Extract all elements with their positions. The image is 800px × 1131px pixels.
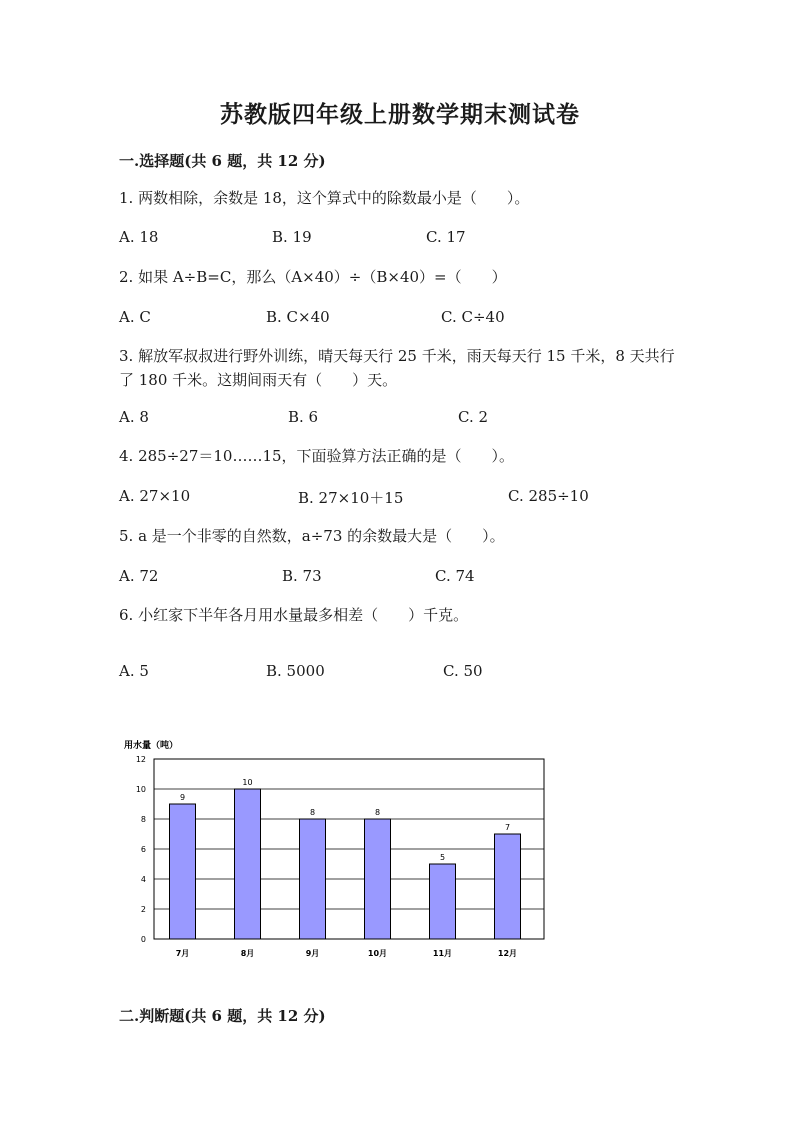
section-title-choice: 一.选择题(共 6 题，共 12 分) — [119, 152, 326, 170]
question-1-option-a[interactable]: A. 18 — [119, 228, 159, 246]
bar — [365, 819, 391, 939]
y-tick-label: 12 — [135, 755, 146, 764]
y-tick-label: 10 — [135, 785, 146, 794]
bar-value-label: 8 — [374, 808, 381, 817]
y-tick-label: 4 — [140, 875, 146, 884]
y-tick-label: 0 — [140, 935, 146, 944]
bar — [495, 834, 521, 939]
question-6-option-c[interactable]: C. 50 — [443, 662, 483, 680]
question-5-option-b[interactable]: B. 73 — [282, 567, 322, 585]
x-tick-label: 9月 — [305, 949, 320, 958]
x-tick-label: 10月 — [367, 949, 388, 958]
question-5-option-a[interactable]: A. 72 — [119, 567, 159, 585]
question-2-text: 2. 如果 A÷B=C，那么（A×40）÷（B×40）=（ ） — [119, 268, 507, 286]
bar-chart-svg — [118, 736, 558, 966]
question-1-text: 1. 两数相除，余数是 18，这个算式中的除数最小是（ ）。 — [119, 189, 530, 207]
bar — [170, 804, 196, 939]
bar-value-label: 8 — [309, 808, 316, 817]
question-3-text: 3. 解放军叔叔进行野外训练，晴天每天行 25 千米，雨天每天行 15 千米，8 天共行了 180 千米。这期间雨天有（ ）天。 — [119, 347, 675, 389]
x-tick-label: 8月 — [240, 949, 255, 958]
question-5-option-c[interactable]: C. 74 — [435, 567, 475, 585]
bar-value-label: 9 — [179, 793, 186, 802]
question-2-option-b[interactable]: B. C×40 — [266, 308, 330, 326]
bar-value-label: 7 — [504, 823, 511, 832]
bar — [235, 789, 261, 939]
water-usage-chart — [118, 736, 558, 966]
question-6-option-b[interactable]: B. 5000 — [266, 662, 325, 680]
question-4-option-c[interactable]: C. 285÷10 — [508, 487, 589, 505]
y-tick-label: 6 — [140, 845, 146, 854]
question-5-text: 5. a 是一个非零的自然数，a÷73 的余数最大是（ ）。 — [119, 527, 505, 545]
question-4-option-a[interactable]: A. 27×10 — [119, 487, 191, 505]
question-6-option-a[interactable]: A. 5 — [119, 662, 149, 680]
x-tick-label: 7月 — [175, 949, 190, 958]
bar — [430, 864, 456, 939]
x-tick-label: 12月 — [497, 949, 518, 958]
question-4-option-b[interactable]: B. 27×10＋15 — [298, 489, 404, 507]
y-tick-label: 8 — [140, 815, 146, 824]
question-3-option-a[interactable]: A. 8 — [119, 408, 149, 426]
question-6-text: 6. 小红家下半年各月用水量最多相差（ ）千克。 — [119, 606, 469, 624]
document-title: 苏教版四年级上册数学期末测试卷 — [220, 101, 580, 128]
question-1-option-b[interactable]: B. 19 — [272, 228, 312, 246]
x-tick-label: 11月 — [432, 949, 453, 958]
y-tick-label: 2 — [140, 905, 146, 914]
y-axis-label: 用水量（吨） — [124, 741, 179, 751]
question-3-option-c[interactable]: C. 2 — [458, 408, 489, 426]
question-2-option-a[interactable]: A. C — [119, 308, 151, 326]
bar — [300, 819, 326, 939]
section-title-judgement: 二.判断题(共 6 题，共 12 分) — [119, 1007, 326, 1025]
question-2-option-c[interactable]: C. C÷40 — [441, 308, 505, 326]
bar-value-label: 5 — [439, 853, 446, 862]
question-4-text: 4. 285÷27＝10……15，下面验算方法正确的是（ ）。 — [119, 447, 515, 465]
bar-value-label: 10 — [242, 778, 253, 787]
question-1-option-c[interactable]: C. 17 — [426, 228, 466, 246]
question-3-option-b[interactable]: B. 6 — [288, 408, 319, 426]
